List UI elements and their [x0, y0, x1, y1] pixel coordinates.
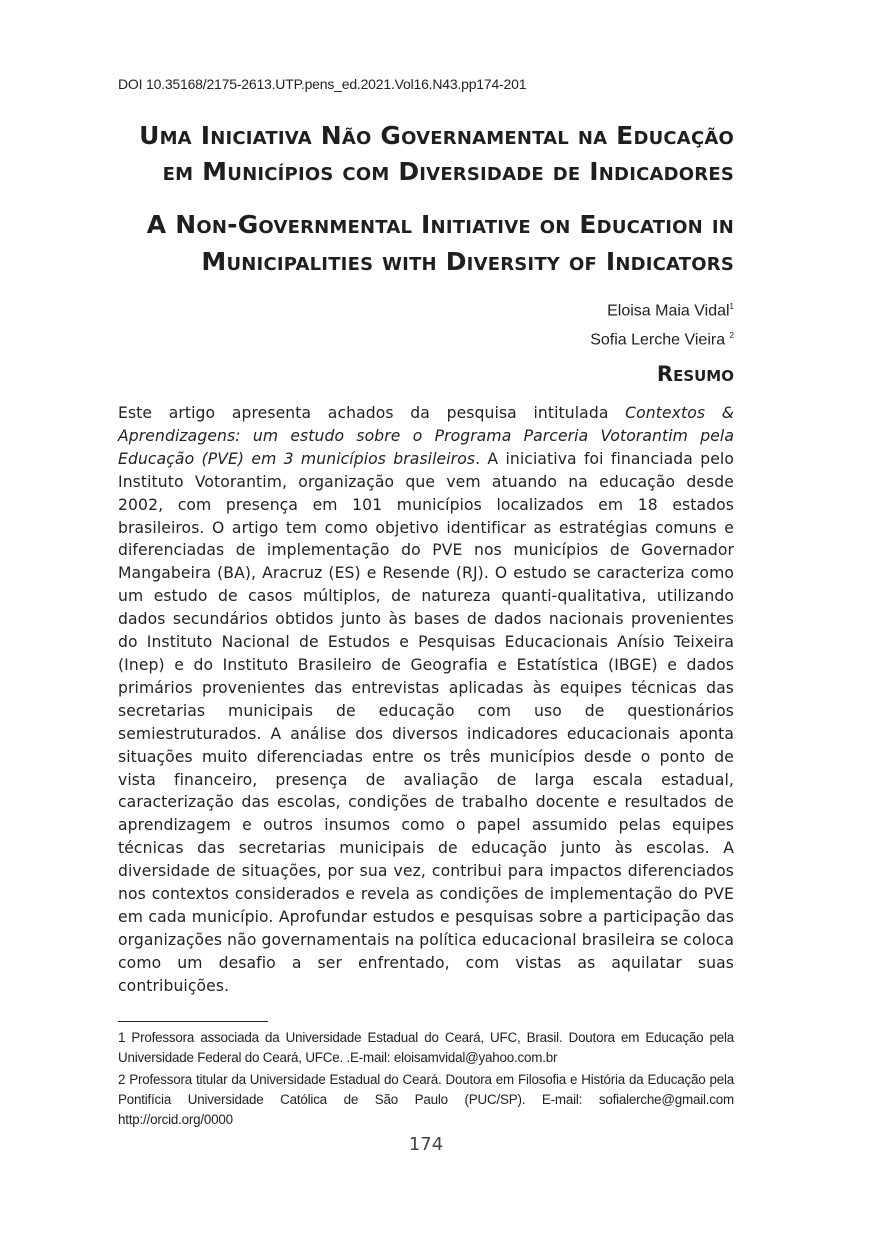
footnote-separator — [118, 1021, 268, 1022]
abstract-text — [118, 402, 734, 998]
title-portuguese-line-2: em Municípios com Diversidade de Indicadores — [162, 157, 734, 186]
authors-block — [590, 294, 734, 353]
abstract-heading: Resumo — [656, 362, 734, 386]
footnote-2: 2 Professora titular da Universidade Estadual do Ceará. Doutora em Filosofia e História da Educação pela Pontifícia Universidade Católica de São Paulo (PUC/SP). E-mail: sofialerche@gmail.com http://orcid.org/0000 — [118, 1072, 734, 1127]
document-page — [118, 0, 734, 1241]
doi-line: DOI 10.35168/2175-2613.UTP.pens_ed.2021.Vol16.N43.pp174-201 — [118, 76, 527, 92]
title-portuguese-line-1: Uma Iniciativa Não Governamental na Educação — [139, 121, 734, 150]
title-english — [118, 206, 734, 280]
title-english-line-2: Municipalities with Diversity of Indicators — [201, 247, 734, 276]
author-1 — [590, 294, 734, 323]
abstract-body: . A iniciativa foi financiada pelo Instituto Votorantim, organização que vem atuando na educação desde 2002, com presença em 101 municípios localizados em 18 estados brasileiros. O artigo tem como objetivo identificar as estratégias comuns e diferenciadas de implementação do PVE nos municípios de Governador Mangabeira (BA), Aracruz (ES) e Resende (RJ). O estudo se caracteriza como um estudo de casos múltiplos, de natureza quanti-qualitativa, utilizando dados secundários obtidos junto às bases de dados nacionais provenientes do Instituto Nacional de Estudos e Pesquisas Educacionais Anísio Teixeira (Inep) e do Instituto Brasileiro de Geografia e Estatística (IBGE) e dados primários provenientes das entrevistas aplicadas às equipes técnicas das secretarias municipais de educação com uso de questionários semiestruturados. A análise dos diversos indicadores educacionais aponta situações muito diferenciadas entre os três municípios desde o ponto de vista financeiro, presença de avaliação de larga escala estadual, caracterização das escolas, condições de trabalho docente e resultados de aprendizagem e outros insumos como o papel assumido pelas equipes técnicas das secretarias municipais de educação junto às escolas. A diversidade de situações, por sua vez, contribui para impactos diferenciados nos contextos considerados e revela as condições de implementação do PVE em cada município. Aprofundar estudos e pesquisas sobre a participação das organizações não governamentais na política educacional brasileira se coloca como um desafio a ser enfrentado, com vistas as aquilatar suas contribuições. — [118, 449, 735, 995]
title-portuguese — [118, 118, 734, 190]
author-1-name: Eloisa Maia Vidal — [607, 302, 730, 320]
footnote-1: 1 Professora associada da Universidade Estadual do Ceará, UFC, Brasil. Doutora em Educação pela Universidade Federal do Ceará, UFCe. .E-mail: eloisamvidal@yahoo.com.br — [118, 1030, 734, 1065]
author-2 — [590, 323, 734, 352]
title-english-line-1: A Non-Governmental Initiative on Education in — [146, 210, 734, 239]
page-number: 174 — [408, 1134, 444, 1155]
footnotes — [118, 1028, 734, 1132]
author-1-footnote-ref[interactable]: 1 — [729, 302, 734, 311]
author-2-footnote-ref[interactable]: 2 — [729, 331, 734, 341]
abstract-research-title: Contextos & Aprendizagens: um estudo sobre o Programa Parceria Votorantim pela Educação (PVE) em 3 municípios brasileiros — [118, 404, 735, 468]
abstract-intro: Este artigo apresenta achados da pesquisa intitulada — [118, 404, 626, 422]
author-2-name: Sofia Lerche Vieira — [590, 331, 730, 349]
